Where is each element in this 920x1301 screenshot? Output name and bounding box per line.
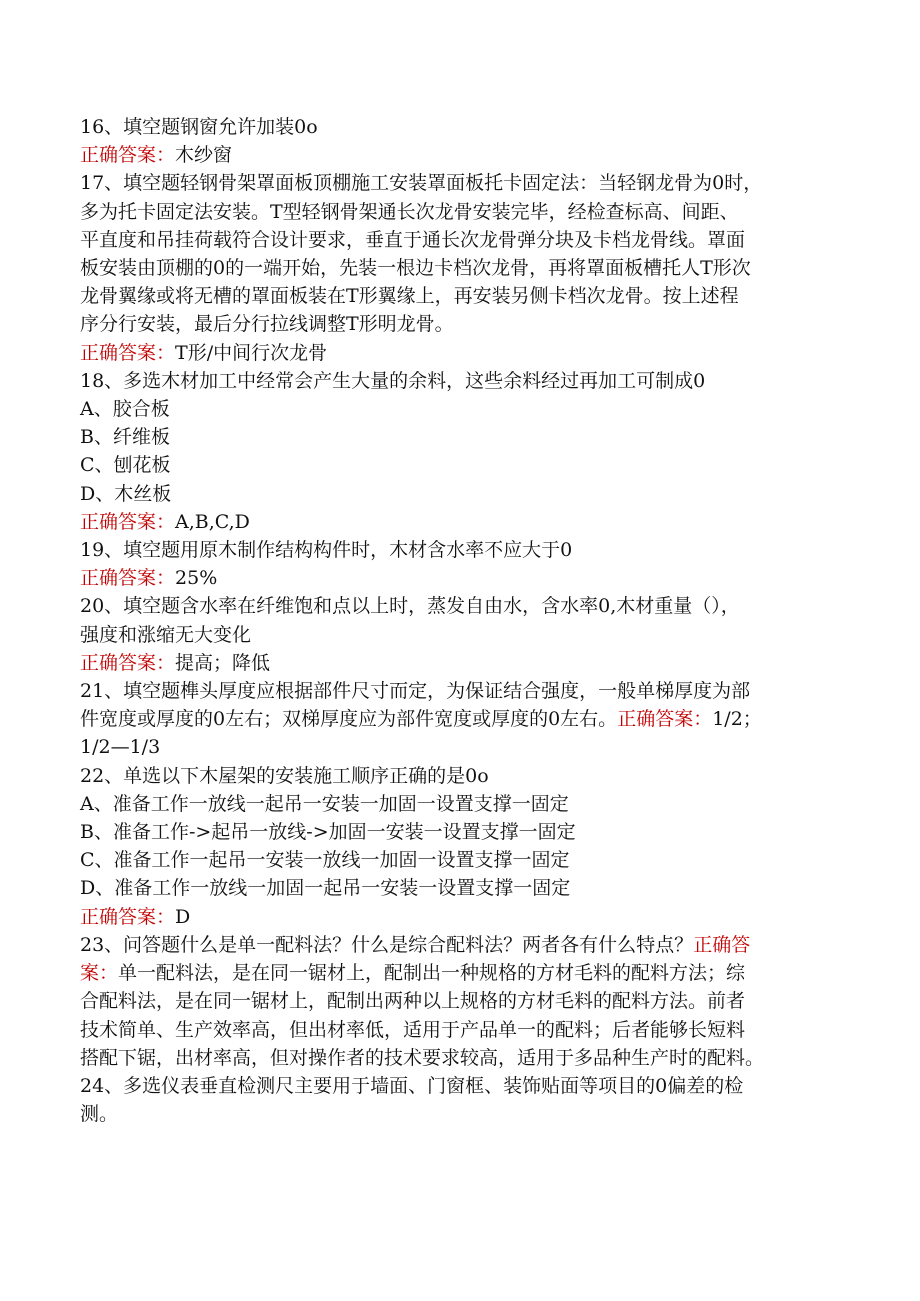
answer-value: A,B,C,D <box>175 510 250 533</box>
question-23-line <box>80 931 840 959</box>
question-23-answer-cont: 合配料法，是在同一锯材上，配制出两种以上规格的方材毛料的配料方法。前者 <box>80 990 746 1013</box>
question-22-option-d: D、准备工作一放线一加固一起吊一安装一设置支撑一固定 <box>80 877 571 900</box>
question-21-answer-cont: 1/2—1/3 <box>80 736 161 759</box>
question-20-answer <box>80 649 840 677</box>
answer-label: 正确答案： <box>617 708 713 731</box>
question-18-option-c: C、刨花板 <box>80 454 171 477</box>
question-16-answer <box>80 141 840 169</box>
answer-value: 木纱窗 <box>175 144 233 167</box>
question-18-option-d: D、木丝板 <box>80 482 172 505</box>
answer-label: 正确答案： <box>80 510 176 533</box>
question-22-option-b: B、准备工作->起吊一放线->加固一安装一设置支撑一固定 <box>80 821 576 844</box>
question-17-line: 平直度和吊挂荷载符合设计要求，垂直于通长次龙骨弹分块及卡档龙骨线。罩面 <box>80 228 746 251</box>
question-17-line: 多为托卡固定法安装。T型轻钢骨架通长次龙骨安装完毕，经检查标高、间距、 <box>80 200 739 223</box>
answer-label: 案： <box>80 962 119 985</box>
question-18-option-b: B、纤维板 <box>80 426 170 449</box>
question-20-line: 强度和涨缩无大变化 <box>80 623 252 646</box>
answer-value: D <box>175 905 191 928</box>
question-21-line-with-answer <box>80 705 840 733</box>
question-17-line: 板安装由顶棚的0的一端开始，先装一根边卡档次龙骨，再将罩面板槽托人T形次 <box>80 257 751 280</box>
question-24-line: 测。 <box>80 1103 119 1126</box>
question-17-line: 序分行安装，最后分行拉线调整T形明龙骨。 <box>80 313 454 336</box>
answer-value: 1/2； <box>712 708 762 731</box>
answer-label: 正确答案： <box>80 341 176 364</box>
question-20-line: 20、填空题含水率在纤维饱和点以上时，蒸发自由水，含水率0,木材重量（）， <box>80 595 740 618</box>
question-18-answer <box>80 508 840 536</box>
question-21-line: 21、填空题榫头厚度应根据部件尺寸而定，为保证结合强度，一般单梯厚度为部 <box>80 680 751 703</box>
question-17-line: 17、填空题轻钢骨架罩面板顶棚施工安装罩面板托卡固定法：当轻钢龙骨为0时， <box>80 172 763 195</box>
answer-label: 正确答案： <box>80 144 176 167</box>
question-17-answer <box>80 339 840 367</box>
question-19-answer <box>80 564 840 592</box>
question-23-answer-cont: 搭配下锯，出材率高，但对操作者的技术要求较高，适用于多品种生产时的配料。 <box>80 1046 765 1069</box>
answer-label: 正确答案： <box>80 905 176 928</box>
question-22-answer <box>80 903 840 931</box>
question-22-option-c: C、准备工作一起吊一安装一放线一加固一设置支撑一固定 <box>80 849 570 872</box>
question-23-text: 23、问答题什么是单一配料法？什么是综合配料法？两者各有什么特点？ <box>80 933 694 956</box>
question-24-line: 24、多选仪表垂直检测尺主要用于墙面、门窗框、装饰贴面等项目的0偏差的检 <box>80 1074 744 1097</box>
question-18-option-a: A、胶合板 <box>80 398 170 421</box>
answer-value: 提高；降低 <box>175 651 271 674</box>
question-23-answer <box>80 959 840 987</box>
question-17-line: 龙骨翼缘或将无槽的罩面板装在T形翼缘上，再安装另侧卡档次龙骨。按上述程 <box>80 285 739 308</box>
document-page <box>80 113 840 1128</box>
question-16-text: 16、填空题钢窗允许加装0o <box>80 116 318 138</box>
answer-value: T形/中间行次龙骨 <box>175 341 328 364</box>
question-19-text: 19、填空题用原木制作结构构件时，木材含水率不应大于0 <box>80 539 573 562</box>
answer-label: 正确答案： <box>80 651 176 674</box>
question-18-text: 18、多选木材加工中经常会产生大量的余料，这些余料经过再加工可制成0 <box>80 369 706 392</box>
question-23-answer-cont: 技术简单、生产效率高，但出材率低，适用于产品单一的配料；后者能够长短料 <box>80 1018 746 1041</box>
answer-value: 单一配料法，是在同一锯材上，配制出一种规格的方材毛料的配料方法；综 <box>118 962 746 985</box>
answer-value: 25% <box>175 567 218 590</box>
question-21-text: 件宽度或厚度的0左右；双梯厚度应为部件宽度或厚度的0左右。 <box>80 708 618 731</box>
question-22-option-a: A、准备工作一放线一起吊一安装一加固一设置支撑一固定 <box>80 792 569 815</box>
question-22-text: 22、单选以下木屋架的安装施工顺序正确的是0o <box>80 764 489 787</box>
answer-label: 正确答案： <box>80 567 176 590</box>
answer-label: 正确答 <box>693 933 751 956</box>
